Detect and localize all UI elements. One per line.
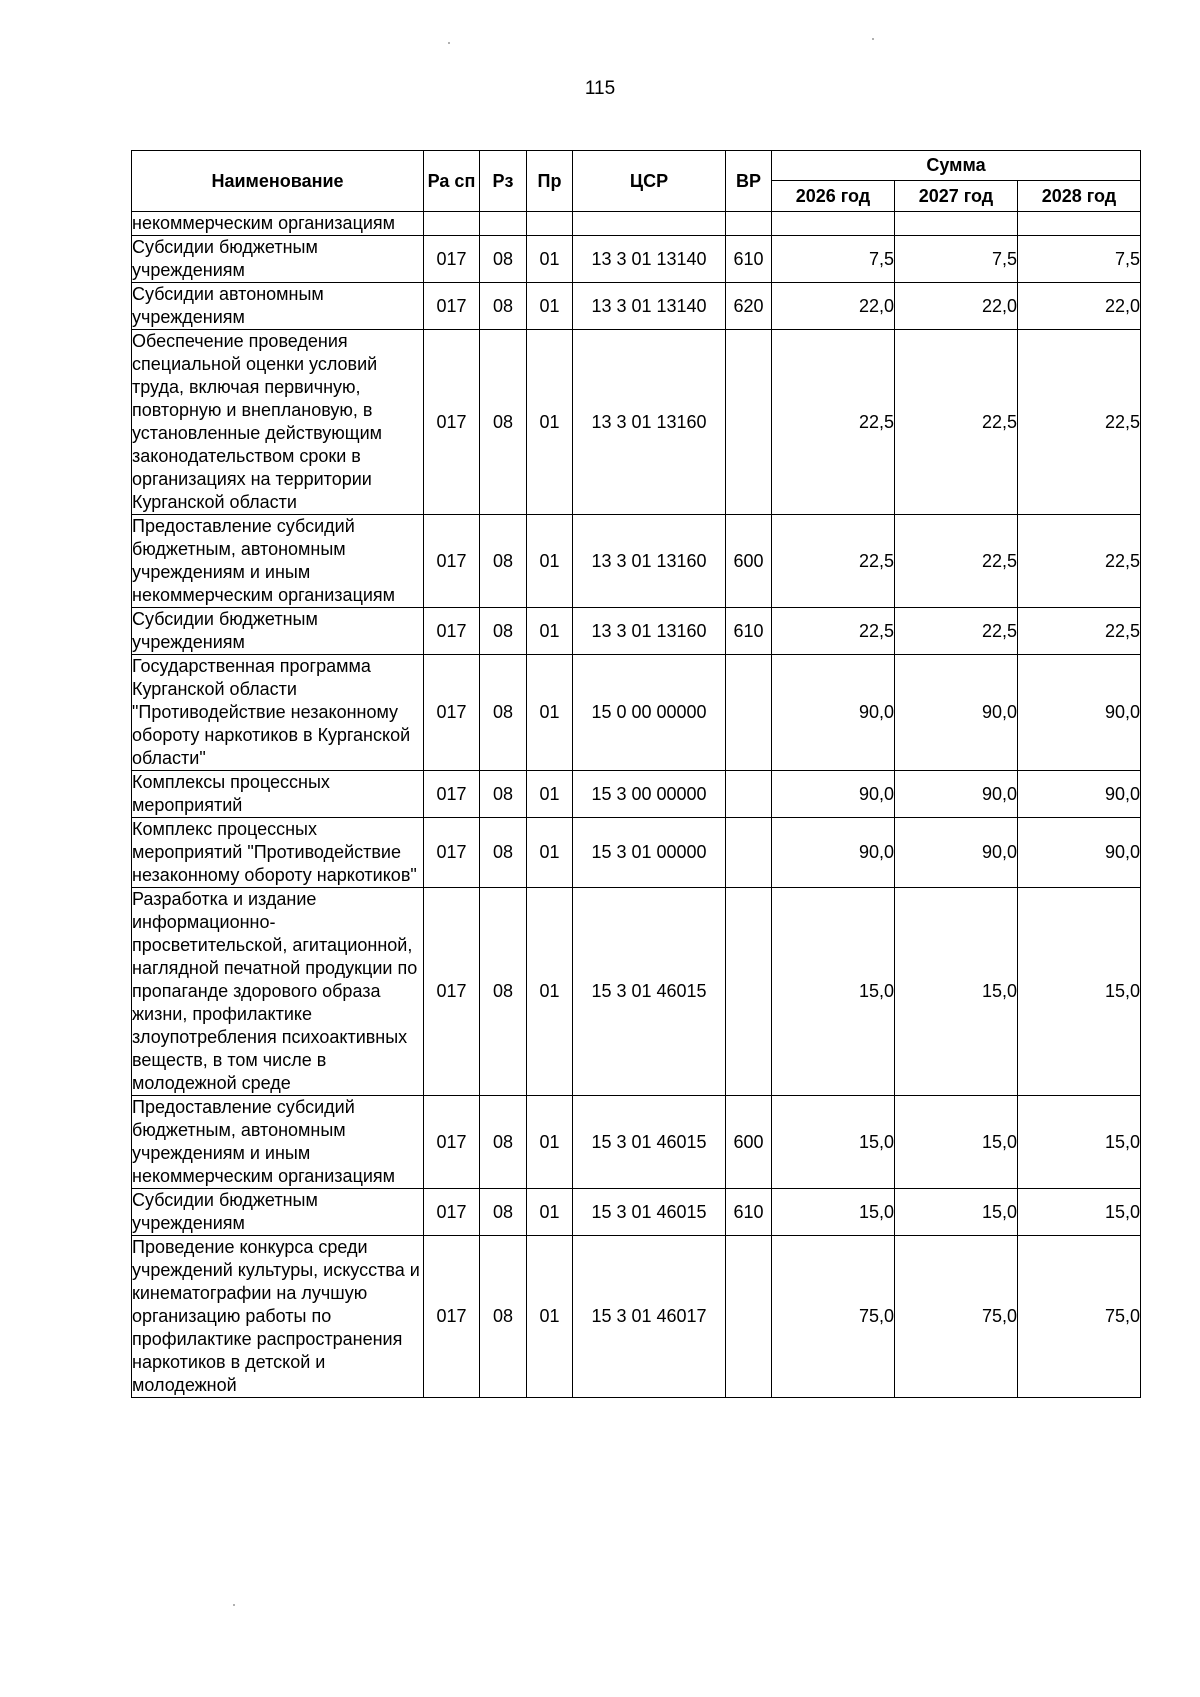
row-rz [480, 212, 527, 236]
header-pr: Пр [527, 151, 573, 212]
row-rasp: 017 [424, 236, 480, 283]
row-amount-2027: 22,0 [895, 283, 1018, 330]
row-amount-2028: 15,0 [1018, 888, 1141, 1096]
row-amount-2026: 7,5 [772, 236, 895, 283]
row-amount-2027: 90,0 [895, 655, 1018, 771]
row-amount-2026: 22,0 [772, 283, 895, 330]
row-vr [726, 888, 772, 1096]
row-pr: 01 [527, 1189, 573, 1236]
row-vr: 610 [726, 236, 772, 283]
row-amount-2028: 22,0 [1018, 283, 1141, 330]
row-vr [726, 655, 772, 771]
row-amount-2027: 22,5 [895, 330, 1018, 515]
row-amount-2028: 15,0 [1018, 1189, 1141, 1236]
row-amount-2026: 22,5 [772, 515, 895, 608]
row-csr: 15 3 01 46017 [573, 1236, 726, 1398]
row-name: Обеспечение проведения специальной оценки условий труда, включая первичную, повторную и внеплановую, в установленные действующим законодательством сроки в организациях на территории Курганской области [132, 330, 424, 515]
row-csr: 15 3 01 46015 [573, 1096, 726, 1189]
row-amount-2026: 22,5 [772, 330, 895, 515]
row-amount-2026: 90,0 [772, 655, 895, 771]
row-amount-2026 [772, 212, 895, 236]
row-name: Субсидии бюджетным учреждениям [132, 608, 424, 655]
row-amount-2028: 7,5 [1018, 236, 1141, 283]
table-row [132, 655, 1141, 771]
row-rz: 08 [480, 608, 527, 655]
row-name: Проведение конкурса среди учреждений культуры, искусства и кинематографии на лучшую организацию работы по профилактике распространения наркотиков в детской и молодежной [132, 1236, 424, 1398]
row-vr: 620 [726, 283, 772, 330]
row-amount-2028 [1018, 212, 1141, 236]
header-name: Наименование [132, 151, 424, 212]
row-amount-2028: 90,0 [1018, 818, 1141, 888]
row-csr [573, 212, 726, 236]
row-name: Государственная программа Курганской области "Противодействие незаконному обороту наркотиков в Курганской области" [132, 655, 424, 771]
header-csr: ЦСР [573, 151, 726, 212]
table-row [132, 1189, 1141, 1236]
row-csr: 15 3 01 00000 [573, 818, 726, 888]
row-rz: 08 [480, 655, 527, 771]
row-amount-2027: 75,0 [895, 1236, 1018, 1398]
row-rasp: 017 [424, 1096, 480, 1189]
table-row [132, 888, 1141, 1096]
row-amount-2026: 15,0 [772, 1189, 895, 1236]
row-amount-2028: 90,0 [1018, 655, 1141, 771]
row-pr: 01 [527, 771, 573, 818]
row-rasp: 017 [424, 1236, 480, 1398]
row-amount-2028: 90,0 [1018, 771, 1141, 818]
row-name: Субсидии бюджетным учреждениям [132, 236, 424, 283]
row-rasp [424, 212, 480, 236]
row-amount-2026: 15,0 [772, 1096, 895, 1189]
row-amount-2026: 22,5 [772, 608, 895, 655]
row-vr: 600 [726, 1096, 772, 1189]
row-amount-2028: 22,5 [1018, 608, 1141, 655]
row-vr: 600 [726, 515, 772, 608]
row-rz: 08 [480, 236, 527, 283]
row-amount-2028: 22,5 [1018, 330, 1141, 515]
row-pr: 01 [527, 1236, 573, 1398]
page-number: 115 [584, 78, 616, 99]
row-pr: 01 [527, 515, 573, 608]
row-rasp: 017 [424, 888, 480, 1096]
table-body [132, 212, 1141, 1398]
table-header [132, 151, 1141, 212]
row-pr: 01 [527, 236, 573, 283]
row-pr [527, 212, 573, 236]
row-rz: 08 [480, 1236, 527, 1398]
row-rz: 08 [480, 888, 527, 1096]
header-2026: 2026 год [772, 181, 895, 212]
row-rasp: 017 [424, 818, 480, 888]
table-row [132, 608, 1141, 655]
row-csr: 15 3 00 00000 [573, 771, 726, 818]
row-amount-2027: 15,0 [895, 888, 1018, 1096]
header-rz: Рз [480, 151, 527, 212]
row-name: Субсидии бюджетным учреждениям [132, 1189, 424, 1236]
row-pr: 01 [527, 655, 573, 771]
table-row [132, 283, 1141, 330]
row-rz: 08 [480, 771, 527, 818]
row-name: Предоставление субсидий бюджетным, автономным учреждениям и иным некоммерческим организациям [132, 515, 424, 608]
row-amount-2028: 15,0 [1018, 1096, 1141, 1189]
row-vr [726, 212, 772, 236]
row-amount-2026: 90,0 [772, 771, 895, 818]
row-rasp: 017 [424, 283, 480, 330]
row-rz: 08 [480, 283, 527, 330]
row-amount-2026: 75,0 [772, 1236, 895, 1398]
row-amount-2027: 7,5 [895, 236, 1018, 283]
row-amount-2027: 15,0 [895, 1096, 1018, 1189]
table-row [132, 236, 1141, 283]
header-2027: 2027 год [895, 181, 1018, 212]
row-vr [726, 818, 772, 888]
row-rasp: 017 [424, 608, 480, 655]
row-csr: 13 3 01 13140 [573, 236, 726, 283]
row-amount-2027: 90,0 [895, 818, 1018, 888]
row-name: Разработка и издание информационно-просветительской, агитационной, наглядной печатной продукции по пропаганде здорового образа жизни, профилактике злоупотребления психоактивных веществ, в том числе в молодежной среде [132, 888, 424, 1096]
row-amount-2027 [895, 212, 1018, 236]
header-vr: ВР [726, 151, 772, 212]
row-pr: 01 [527, 608, 573, 655]
row-amount-2027: 15,0 [895, 1189, 1018, 1236]
budget-table [131, 150, 1141, 1398]
row-pr: 01 [527, 1096, 573, 1189]
row-name: Комплексы процессных мероприятий [132, 771, 424, 818]
row-rz: 08 [480, 1189, 527, 1236]
table-row [132, 771, 1141, 818]
row-pr: 01 [527, 818, 573, 888]
row-csr: 15 0 00 00000 [573, 655, 726, 771]
row-rz: 08 [480, 1096, 527, 1189]
header-2028: 2028 год [1018, 181, 1141, 212]
row-pr: 01 [527, 888, 573, 1096]
row-amount-2026: 90,0 [772, 818, 895, 888]
table-row [132, 515, 1141, 608]
scan-speck [448, 42, 450, 44]
table-row [132, 1236, 1141, 1398]
row-csr: 13 3 01 13160 [573, 515, 726, 608]
header-sum: Сумма [772, 151, 1141, 181]
row-amount-2026: 15,0 [772, 888, 895, 1096]
table-row [132, 212, 1141, 236]
scan-speck [233, 1604, 235, 1606]
row-vr: 610 [726, 608, 772, 655]
table-row [132, 330, 1141, 515]
row-rasp: 017 [424, 1189, 480, 1236]
row-csr: 13 3 01 13160 [573, 608, 726, 655]
table-row [132, 1096, 1141, 1189]
row-vr [726, 771, 772, 818]
row-pr: 01 [527, 283, 573, 330]
header-rasp: Ра сп [424, 151, 480, 212]
row-rz: 08 [480, 330, 527, 515]
row-name: Предоставление субсидий бюджетным, автономным учреждениям и иным некоммерческим организациям [132, 1096, 424, 1189]
row-name: Субсидии автономным учреждениям [132, 283, 424, 330]
row-vr [726, 330, 772, 515]
row-csr: 15 3 01 46015 [573, 888, 726, 1096]
row-rz: 08 [480, 515, 527, 608]
row-amount-2027: 90,0 [895, 771, 1018, 818]
row-rasp: 017 [424, 330, 480, 515]
row-csr: 13 3 01 13140 [573, 283, 726, 330]
row-rasp: 017 [424, 515, 480, 608]
row-rasp: 017 [424, 655, 480, 771]
row-amount-2028: 22,5 [1018, 515, 1141, 608]
row-vr: 610 [726, 1189, 772, 1236]
row-name: некоммерческим организациям [132, 212, 424, 236]
row-pr: 01 [527, 330, 573, 515]
row-csr: 13 3 01 13160 [573, 330, 726, 515]
row-rasp: 017 [424, 771, 480, 818]
row-amount-2027: 22,5 [895, 515, 1018, 608]
row-csr: 15 3 01 46015 [573, 1189, 726, 1236]
row-amount-2028: 75,0 [1018, 1236, 1141, 1398]
row-rz: 08 [480, 818, 527, 888]
row-name: Комплекс процессных мероприятий "Противодействие незаконному обороту наркотиков" [132, 818, 424, 888]
row-amount-2027: 22,5 [895, 608, 1018, 655]
scan-speck [872, 38, 874, 40]
table-row [132, 818, 1141, 888]
row-vr [726, 1236, 772, 1398]
